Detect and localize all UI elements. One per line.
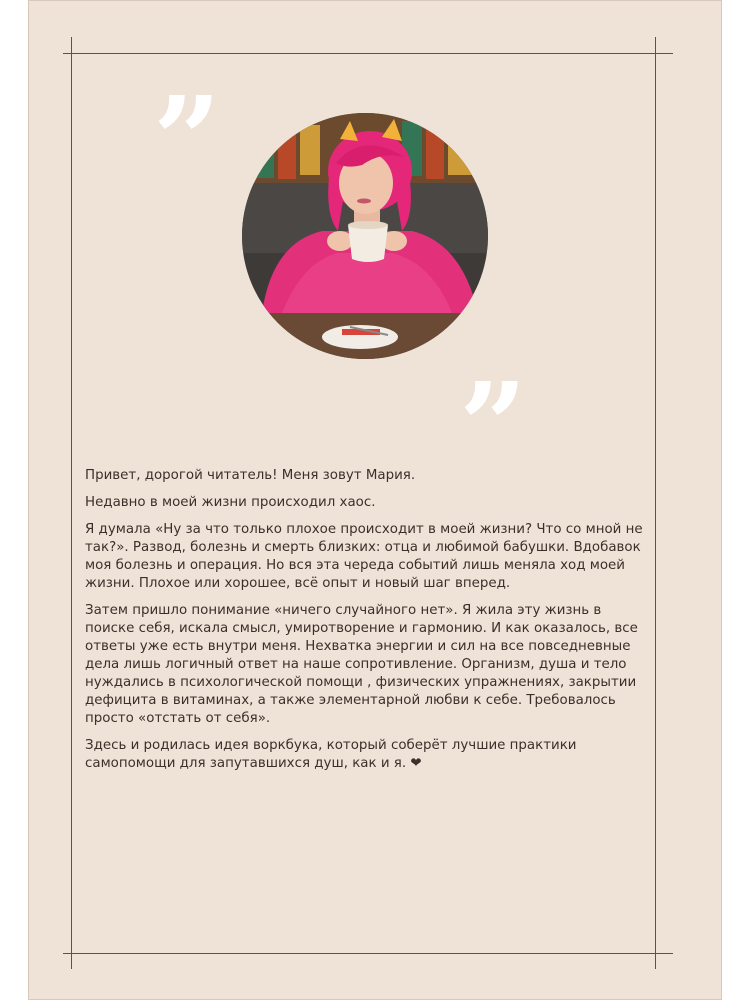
frame-line-bottom: [63, 953, 673, 954]
frame-line-right: [655, 37, 656, 969]
frame-line-top: [63, 53, 673, 54]
frame-line-left: [71, 37, 72, 969]
paragraph-workbook-idea: Здесь и родилась идея воркбука, который соберёт лучшие практики самопомощи для запутавшихся душ, как и я. ❤: [85, 738, 577, 771]
paragraph-chaos: Недавно в моей жизни происходил хаос.: [85, 495, 376, 510]
author-photo-illustration: [242, 113, 488, 359]
workbook-page: [28, 0, 722, 1000]
quote-mark-top-icon: ”: [153, 70, 207, 209]
paragraph-understanding: Затем пришло понимание «ничего случайного нет». Я жила эту жизнь в поиске себя, искала смысл, умиротворение и гармонию. И как оказалось, все ответы уже есть внутри меня. Нехватка энергии и сил на все повседневные дела лишь логичный ответ на наше сопротивление. Организм, душа и тело нуждались в психологической помощи , физических упражнениях, закрытии дефицита в витаминах, а также элементарной любви к себе. Требовалось просто «отстать от себя».: [85, 603, 638, 726]
author-photo: [242, 113, 488, 359]
quote-mark-bottom-icon: ”: [459, 356, 513, 495]
paragraph-greeting: Привет, дорогой читатель! Меня зовут Мария.: [85, 468, 416, 483]
paragraph-hardships: Я думала «Ну за что только плохое происходит в моей жизни? Что со мной не так?». Развод, болезнь и смерть близких: отца и любимой бабушки. Вдобавок моя болезнь и операция. Но вся эта череда событий лишь меняла ход моей жизни. Плохое или хорошее, всё опыт и новый шаг вперед.: [85, 522, 643, 591]
intro-text: [85, 467, 645, 782]
